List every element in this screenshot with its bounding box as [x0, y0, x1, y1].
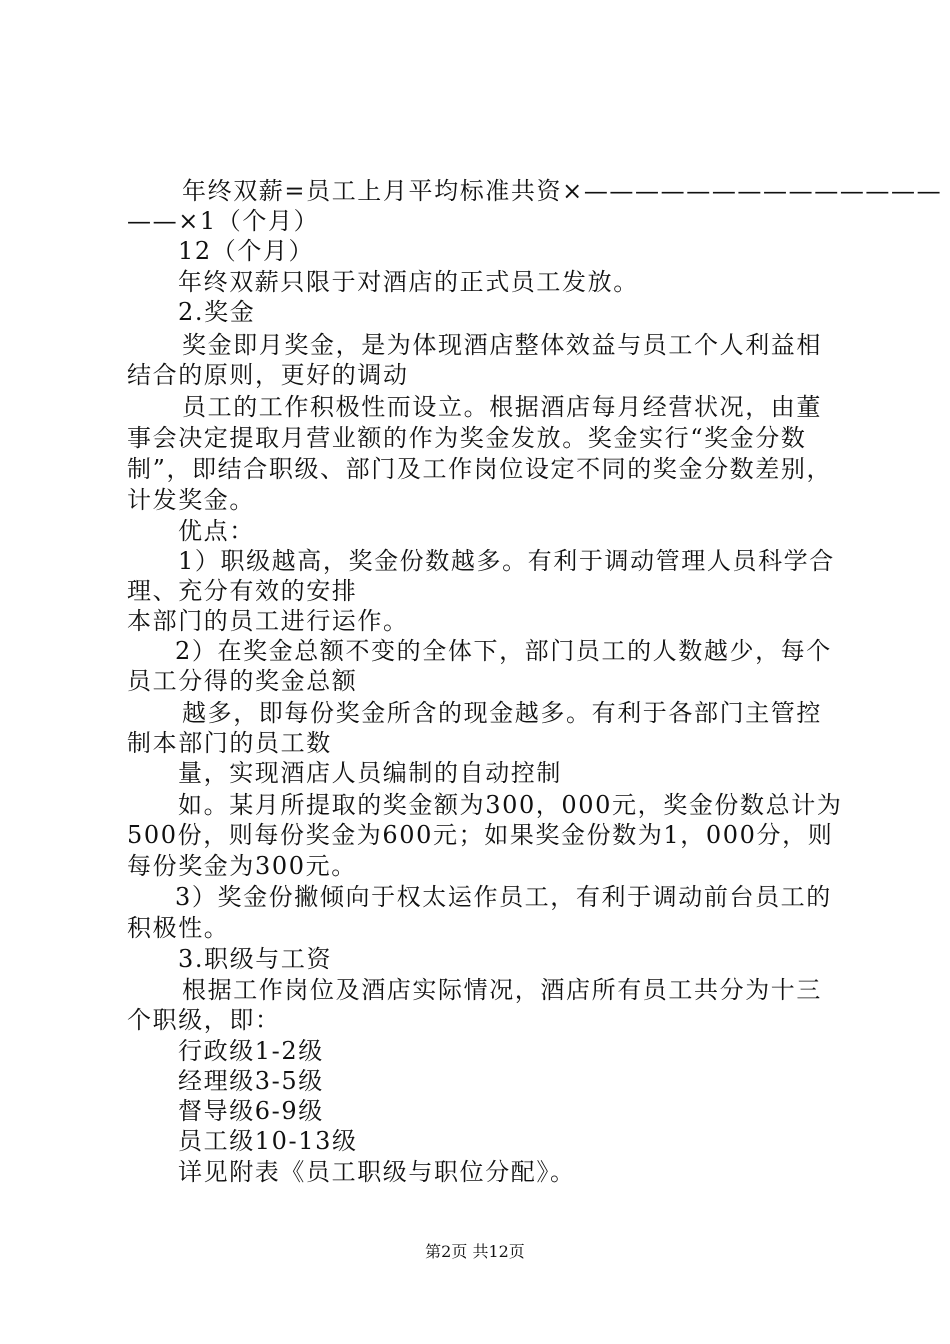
text-line: 行政级1-2级: [178, 1037, 324, 1065]
text-line: 3）奖金份撇倾向于权太运作员工，有利于调动前台员工的: [175, 883, 832, 911]
text-line: 500份，则每份奖金为600元；如果奖金份数为1，000分，则: [127, 821, 834, 849]
text-line: 如。某月所提取的奖金额为300，000元，奖金份数总计为: [178, 791, 843, 819]
section-heading: 3.职级与工资: [178, 945, 333, 973]
text-line: 优点：: [178, 517, 255, 545]
section-heading: 2.奖金: [178, 298, 256, 326]
text-line: 制”，即结合职级、部门及工作岗位设定不同的奖金分数差别，: [127, 455, 833, 483]
text-line: 员工分得的奖金总额: [127, 667, 358, 695]
text-line: 积极性。: [127, 914, 230, 942]
text-line: 根据工作岗位及酒店实际情况，酒店所有员工共分为十三: [182, 976, 822, 1004]
text-line: 本部门的员工进行运作。: [127, 607, 409, 635]
text-line: 个职级，即：: [127, 1006, 281, 1034]
text-line: 每份奖金为300元。: [127, 852, 357, 880]
text-line: 详见附表《员工职级与职位分配》。: [178, 1158, 576, 1186]
text-line: 员工的工作积极性而设立。根据酒店每月经营状况，由董: [182, 393, 822, 421]
text-line: 奖金即月奖金，是为体现酒店整体效益与员工个人利益相: [182, 331, 822, 359]
text-line: 12（个月）: [178, 237, 315, 265]
text-line: 量，实现酒店人员编制的自动控制: [178, 759, 562, 787]
text-line: 员工级10-13级: [178, 1127, 358, 1155]
text-line: 结合的原则，更好的调动: [127, 361, 409, 389]
text-line: 年终双薪=员工上月平均标准共资×——————————————: [182, 177, 943, 205]
text-line: 事会决定提取月营业额的作为奖金发放。奖金实行“奖金分数: [127, 424, 807, 452]
text-line: 经理级3-5级: [178, 1067, 324, 1095]
text-line: 2）在奖金总额不变的全体下，部门员工的人数越少，每个: [175, 637, 832, 665]
text-line: 理、充分有效的安排: [127, 577, 358, 605]
text-line: 督导级6-9级: [178, 1097, 324, 1125]
text-line: 制本部门的员工数: [127, 729, 332, 757]
text-line: ——×1（个月）: [127, 207, 320, 235]
text-line: 年终双薪只限于对酒店的正式员工发放。: [178, 268, 639, 296]
text-line: 计发奖金。: [127, 486, 255, 514]
text-line: 1）职级越高，奖金份数越多。有利于调动管理人员科学合: [178, 547, 835, 575]
page-number: 第2页 共12页: [425, 1242, 525, 1261]
text-line: 越多，即每份奖金所含的现金越多。有利于各部门主管控: [182, 699, 822, 727]
